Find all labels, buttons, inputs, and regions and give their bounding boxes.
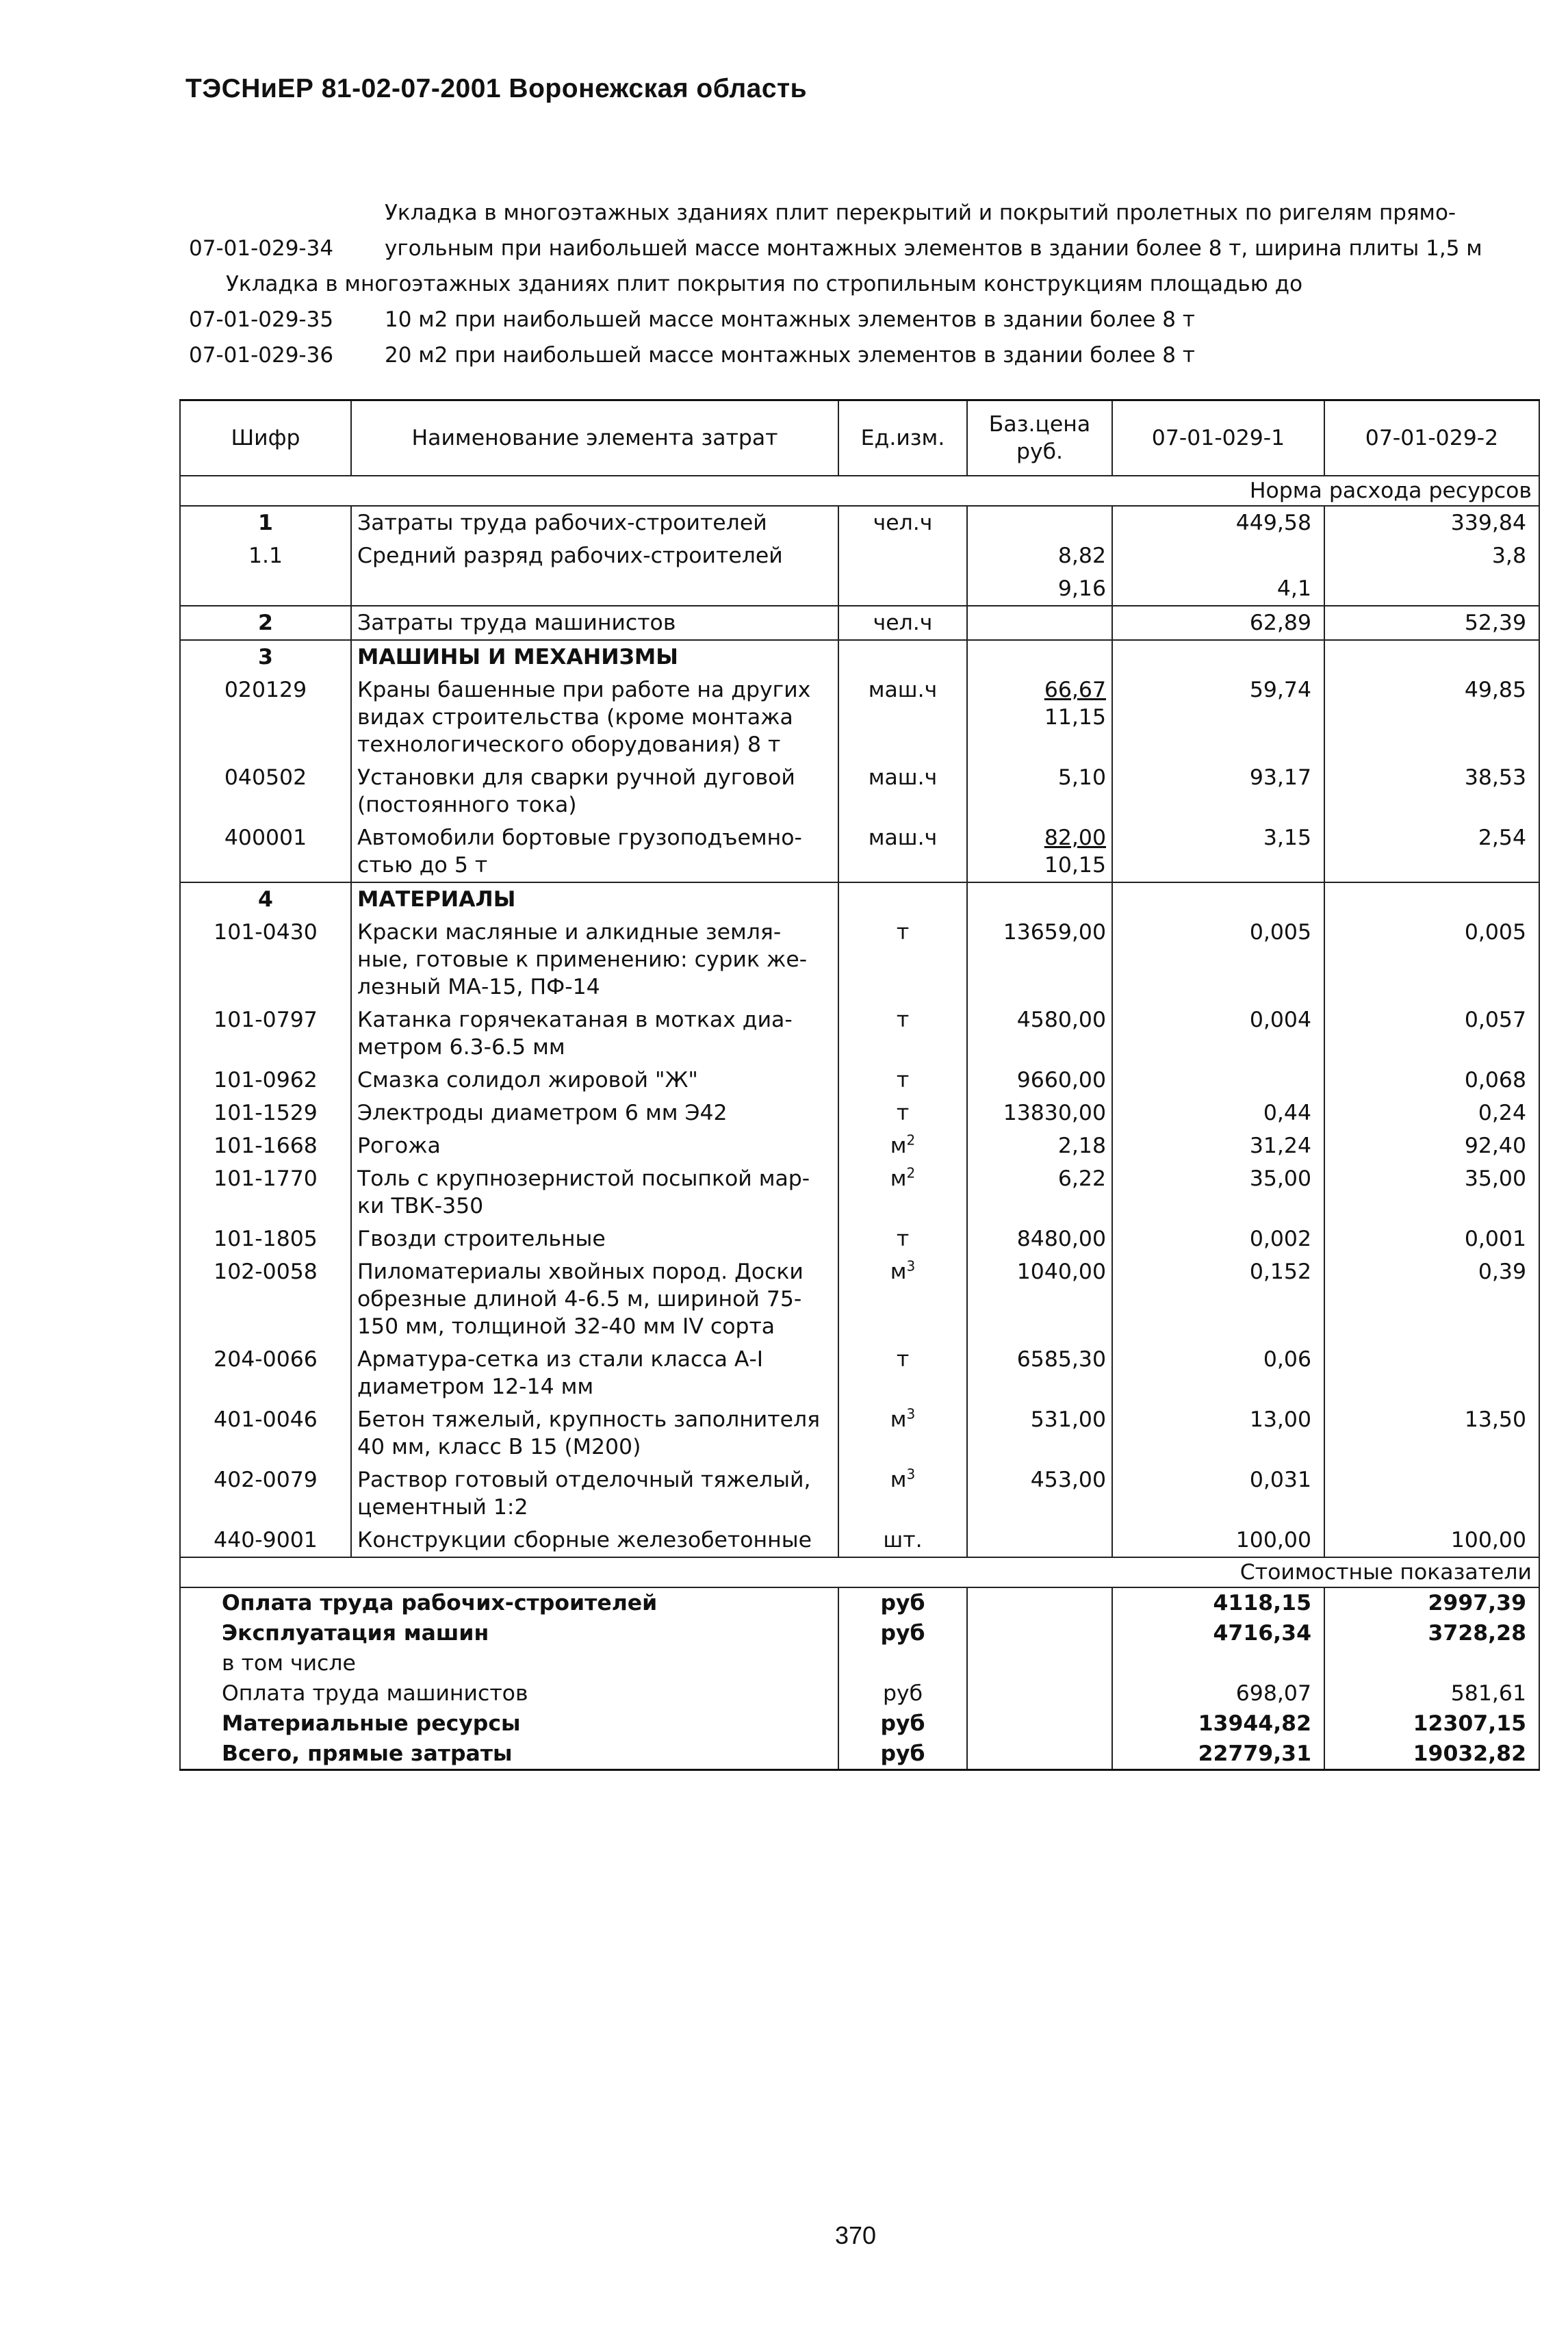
page-number: 370 [835,2221,877,2249]
code-cell: 101-0962 [180,1064,351,1097]
value-col2-cell: 0,057 [1324,1004,1539,1064]
unit-text: м [890,1166,907,1191]
code-cell: 040502 [180,761,351,821]
name-cell: Арматура-сетка из стали класса А-I диаметром 12-14 мм [351,1343,838,1403]
summary-price-empty [967,1587,1112,1618]
code-cell: 401-0046 [180,1403,351,1464]
table-row [180,1097,1539,1129]
summary-unit: руб [838,1709,967,1739]
summary-value-col1: 13944,82 [1112,1709,1324,1739]
unit-superscript: 3 [906,1257,916,1275]
unit-cell [838,640,967,674]
value-col1-cell: 31,24 [1112,1129,1324,1162]
name-cell: Затраты труда машинистов [351,606,838,640]
unit-cell: чел.ч [838,606,967,640]
value-col2-cell: 92,40 [1324,1129,1539,1162]
value-col1-cell: 35,00 [1112,1162,1324,1223]
summary-unit: руб [838,1618,967,1648]
norm-band: Норма расхода ресурсов [180,476,1539,506]
summary-unit: руб [838,1678,967,1709]
summary-label: Материальные ресурсы [180,1709,838,1739]
price-cell: 2,18 [967,1129,1112,1162]
price-cell [967,640,1112,674]
value-col1-cell: 59,74 [1112,674,1324,761]
table-row [180,506,1539,539]
value-col2-cell: 0,005 [1324,916,1539,1004]
name-cell: Затраты труда рабочих-строителей [351,506,838,539]
table-row [180,539,1539,572]
code-cell: 101-1805 [180,1223,351,1255]
name-cell: МАШИНЫ И МЕХАНИЗМЫ [351,640,838,674]
price-cell: 453,00 [967,1464,1112,1524]
table-row [180,1129,1539,1162]
unit-cell [838,539,967,572]
value-col1-cell: 0,06 [1112,1343,1324,1403]
summary-value-col1: 22779,31 [1112,1739,1324,1770]
unit-cell: чел.ч [838,506,967,539]
intro-line-1 [179,195,1534,231]
summary-row [180,1739,1539,1770]
value-col1-cell: 62,89 [1112,606,1324,640]
unit-superscript: 2 [906,1132,916,1149]
summary-value-col1: 4716,34 [1112,1618,1324,1648]
summary-value-col2: 3728,28 [1324,1618,1539,1648]
table-row [180,1464,1539,1524]
intro-code: 07-01-029-34 [189,236,334,261]
unit-cell: т [838,1343,967,1403]
unit-cell [838,1464,967,1524]
table-row [180,1524,1539,1557]
code-cell: 4 [180,882,351,916]
summary-row [180,1648,1539,1678]
name-cell: Электроды диаметром 6 мм Э42 [351,1097,838,1129]
summary-value-col1: 4118,15 [1112,1587,1324,1618]
price-value: 66,67 [1044,678,1106,702]
name-cell: Средний разряд рабочих-строителей [351,539,838,572]
unit-cell [838,1129,967,1162]
value-col1-cell [1112,882,1324,916]
value-col2-cell: 3,8 [1324,539,1539,572]
value-col2-cell: 0,068 [1324,1064,1539,1097]
value-col1-cell: 0,44 [1112,1097,1324,1129]
name-cell: Пиломатериалы хвойных пород. Доски обрезные длиной 4-6.5 м, шириной 75-150 мм, толщиной 32-40 мм IV сорта [351,1255,838,1343]
code-cell: 1 [180,506,351,539]
price-cell: 8,82 [967,539,1112,572]
name-cell: Гвозди строительные [351,1223,838,1255]
value-col1-cell: 0,004 [1112,1004,1324,1064]
value-col1-cell [1112,539,1324,572]
summary-price-empty [967,1678,1112,1709]
code-cell: 101-1529 [180,1097,351,1129]
price-cell: 1040,00 [967,1255,1112,1343]
header-price: Баз.цена руб. [967,400,1112,476]
price-cell: 531,00 [967,1403,1112,1464]
price-value: 82,00 [1044,826,1106,850]
table-row [180,1004,1539,1064]
value-col1-cell: 100,00 [1112,1524,1324,1557]
intro-line-5 [179,337,1534,373]
name-cell: Установки для сварки ручной дуговой (постоянного тока) [351,761,838,821]
intro-text: 10 м2 при наибольшей массе монтажных элементов в здании более 8 т [385,307,1195,332]
value-col1-cell: 13,00 [1112,1403,1324,1464]
summary-price-empty [967,1618,1112,1648]
summary-value-col2: 19032,82 [1324,1739,1539,1770]
code-cell [180,572,351,606]
intro-text: Укладка в многоэтажных зданиях плит покрытия по стропильным конструкциям площадью до [226,272,1303,296]
intro-block [179,195,1534,373]
value-col2-cell: 38,53 [1324,761,1539,821]
intro-text: Укладка в многоэтажных зданиях плит перекрытий и покрытий пролетных по ригелям прямо- [385,201,1456,225]
value-col1-cell: 93,17 [1112,761,1324,821]
unit-cell: т [838,1004,967,1064]
summary-label: Всего, прямые затраты [180,1739,838,1770]
code-cell: 101-0797 [180,1004,351,1064]
value-col1-cell [1112,640,1324,674]
value-col1-cell: 0,152 [1112,1255,1324,1343]
price-cell: 6,22 [967,1162,1112,1223]
price-cell [967,606,1112,640]
header-code: Шифр [180,400,351,476]
unit-cell [838,882,967,916]
intro-line-2 [179,231,1534,266]
table-row [180,916,1539,1004]
price-cell: 13830,00 [967,1097,1112,1129]
value-col2-cell: 49,85 [1324,674,1539,761]
value-col2-cell [1324,1343,1539,1403]
value-col1-cell: 0,005 [1112,916,1324,1004]
price-cell [967,506,1112,539]
summary-unit: руб [838,1739,967,1770]
code-cell: 020129 [180,674,351,761]
value-col1-cell: 4,1 [1112,572,1324,606]
table-row [180,640,1539,674]
price-secondary-value: 11,15 [1044,705,1106,730]
value-col2-cell: 0,39 [1324,1255,1539,1343]
summary-row [180,1678,1539,1709]
header-col1: 07-01-029-1 [1112,400,1324,476]
value-col2-cell: 0,001 [1324,1223,1539,1255]
value-col2-cell [1324,572,1539,606]
cost-band: Стоимостные показатели [180,1557,1539,1587]
code-cell: 2 [180,606,351,640]
summary-label: Эксплуатация машин [180,1618,838,1648]
table-row [180,572,1539,606]
code-cell: 101-1668 [180,1129,351,1162]
code-cell: 101-0430 [180,916,351,1004]
code-cell: 102-0058 [180,1255,351,1343]
unit-cell: т [838,1064,967,1097]
code-cell: 402-0079 [180,1464,351,1524]
price-cell: 9,16 [967,572,1112,606]
code-cell: 1.1 [180,539,351,572]
cost-band-row [180,1557,1539,1587]
price-cell [967,821,1112,882]
unit-cell [838,1403,967,1464]
value-col1-cell: 3,15 [1112,821,1324,882]
intro-code: 07-01-029-36 [189,343,334,368]
unit-cell: маш.ч [838,821,967,882]
price-cell [967,882,1112,916]
unit-superscript: 2 [906,1164,916,1181]
value-col2-cell: 0,24 [1324,1097,1539,1129]
table-row [180,761,1539,821]
summary-value-col2: 581,61 [1324,1678,1539,1709]
name-cell: Толь с крупнозернистой посыпкой мар-ки ТВК-350 [351,1162,838,1223]
price-cell: 13659,00 [967,916,1112,1004]
norm-band-row [180,476,1539,506]
value-col2-cell [1324,640,1539,674]
header-unit: Ед.изм. [838,400,967,476]
table-header-row [180,400,1539,476]
price-cell: 5,10 [967,761,1112,821]
summary-label: в том числе [180,1648,838,1678]
unit-cell [838,572,967,606]
value-col1-cell: 449,58 [1112,506,1324,539]
table-row [180,1162,1539,1223]
price-cell: 9660,00 [967,1064,1112,1097]
price-cell: 8480,00 [967,1223,1112,1255]
name-cell: Бетон тяжелый, крупность заполнителя 40 мм, класс В 15 (М200) [351,1403,838,1464]
unit-text: м [890,1407,907,1432]
value-col1-cell [1112,1064,1324,1097]
unit-text: м [890,1468,907,1492]
code-cell: 3 [180,640,351,674]
name-cell: Конструкции сборные железобетонные [351,1524,838,1557]
price-cell [967,674,1112,761]
price-cell: 6585,30 [967,1343,1112,1403]
intro-text: угольным при наибольшей массе монтажных элементов в здании более 8 т, ширина плиты 1,5 м [385,236,1482,261]
name-cell: Автомобили бортовые грузоподъемно-стью до 5 т [351,821,838,882]
name-cell: Катанка горячекатаная в мотках диа-метром 6.3-6.5 мм [351,1004,838,1064]
header-name: Наименование элемента затрат [351,400,838,476]
value-col2-cell: 35,00 [1324,1162,1539,1223]
unit-cell: маш.ч [838,761,967,821]
table-row [180,882,1539,916]
unit-cell [838,1162,967,1223]
summary-row [180,1709,1539,1739]
value-col2-cell: 2,54 [1324,821,1539,882]
summary-value-col1: 698,07 [1112,1678,1324,1709]
value-col2-cell: 52,39 [1324,606,1539,640]
table-row [180,674,1539,761]
unit-superscript: 3 [906,1405,916,1422]
document-title: ТЭСНиЕР 81-02-07-2001 Воронежская область [185,74,808,103]
unit-cell: шт. [838,1524,967,1557]
code-cell: 204-0066 [180,1343,351,1403]
code-cell: 400001 [180,821,351,882]
unit-cell: т [838,1223,967,1255]
name-cell: Рогожа [351,1129,838,1162]
table-row [180,606,1539,640]
summary-unit: руб [838,1587,967,1618]
intro-line-4 [179,302,1534,337]
name-cell: Раствор готовый отделочный тяжелый, цементный 1:2 [351,1464,838,1524]
name-cell: Краски масляные и алкидные земля-ные, готовые к применению: сурик же-лезный МА-15, ПФ-14 [351,916,838,1004]
table-row [180,1064,1539,1097]
value-col2-cell: 13,50 [1324,1403,1539,1464]
summary-value-col2: 2997,39 [1324,1587,1539,1618]
summary-price-empty [967,1648,1112,1678]
summary-label: Оплата труда рабочих-строителей [180,1587,838,1618]
value-col2-cell: 339,84 [1324,506,1539,539]
name-cell: Краны башенные при работе на других видах строительства (кроме монтажа технологического оборудования) 8 т [351,674,838,761]
unit-text: м [890,1260,907,1284]
price-cell [967,1524,1112,1557]
summary-price-empty [967,1739,1112,1770]
unit-cell [838,1255,967,1343]
name-cell: МАТЕРИАЛЫ [351,882,838,916]
intro-text: 20 м2 при наибольшей массе монтажных элементов в здании более 8 т [385,343,1195,368]
summary-row [180,1587,1539,1618]
value-col2-cell [1324,882,1539,916]
unit-cell: т [838,916,967,1004]
summary-value-col2: 12307,15 [1324,1709,1539,1739]
value-col2-cell: 100,00 [1324,1524,1539,1557]
value-col1-cell: 0,002 [1112,1223,1324,1255]
summary-value-col1 [1112,1648,1324,1678]
price-secondary-value: 10,15 [1044,853,1106,878]
intro-line-3 [179,266,1534,302]
code-cell: 101-1770 [180,1162,351,1223]
table-row [180,1343,1539,1403]
value-col2-cell [1324,1464,1539,1524]
unit-cell: маш.ч [838,674,967,761]
summary-row [180,1618,1539,1648]
price-cell: 4580,00 [967,1004,1112,1064]
intro-code: 07-01-029-35 [189,307,334,332]
summary-unit [838,1648,967,1678]
code-cell: 440-9001 [180,1524,351,1557]
unit-superscript: 3 [906,1466,916,1483]
table-row [180,1403,1539,1464]
table-row [180,1223,1539,1255]
summary-label: Оплата труда машинистов [180,1678,838,1709]
table-row [180,821,1539,882]
unit-text: м [890,1134,907,1158]
table-row [180,1255,1539,1343]
summary-value-col2 [1324,1648,1539,1678]
name-cell [351,572,838,606]
header-col2: 07-01-029-2 [1324,400,1539,476]
resource-table [179,399,1540,1771]
value-col1-cell: 0,031 [1112,1464,1324,1524]
unit-cell: т [838,1097,967,1129]
summary-price-empty [967,1709,1112,1739]
name-cell: Смазка солидол жировой "Ж" [351,1064,838,1097]
